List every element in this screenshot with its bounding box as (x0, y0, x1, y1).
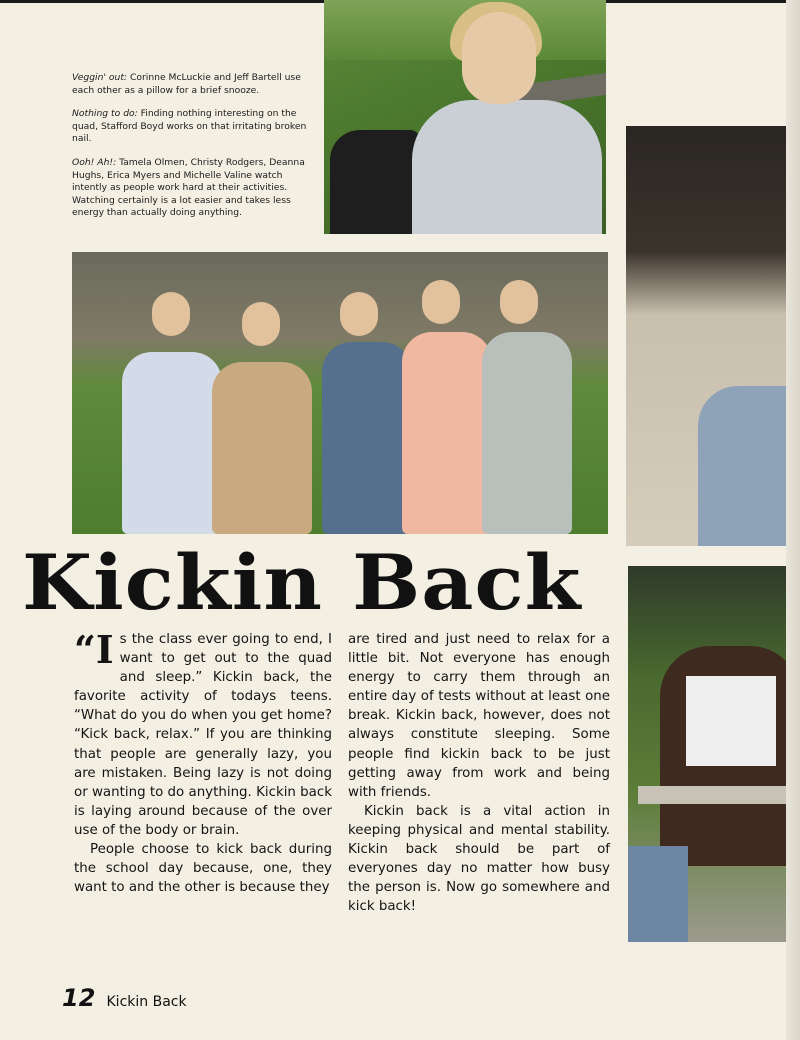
photo-person-1 (122, 352, 222, 534)
body-paragraph: “Is the class ever going to end, I want to get out to the quad and sleep.” Kickin back, the favorite activity of todays teens. “What do you do when you get home? “Kick back, relax.” If you are thinking that people are generally lazy, you are mistaken. Being lazy is not doing or wanting to do anything. Kickin back is laying around because of the over use of the body or brain. (74, 627, 332, 838)
body-column-left (74, 627, 332, 897)
photo-head-1 (152, 292, 190, 336)
photo-head-5 (500, 280, 538, 324)
photo-head-3 (340, 292, 378, 336)
photo-head-4 (422, 280, 460, 324)
drop-cap: “I (74, 627, 114, 672)
photo-group-watching (72, 252, 608, 534)
photo-bench (638, 786, 800, 804)
page-number: 12 (62, 984, 96, 1012)
photo-person-5 (482, 332, 572, 534)
body-paragraph: People choose to kick back during the school day because, one, they want to and the other is because they (74, 842, 332, 896)
photo-sweater (412, 100, 602, 234)
body-paragraph: are tired and just need to relax for a little bit. Not everyone has enough energy to carry them through an entire day of tests without at least one break. Kickin back, however, does not always constitute sleeping. Some people find kickin back to be just getting away from work and being with friends. (348, 632, 610, 800)
caption-veggin-out: Veggin' out: Corinne McLuckie and Jeff Bartell use each other as a pillow for a brief snooze. (72, 72, 301, 96)
page-footer (62, 984, 187, 1014)
photo-denim-jacket (698, 386, 800, 546)
body-column-right (348, 630, 610, 916)
photo-face (462, 12, 536, 104)
photo-head-2 (242, 302, 280, 346)
photo-person-2 (212, 362, 312, 534)
photo-person-3 (322, 342, 412, 534)
caption-nothing-to-do: Nothing to do: Finding nothing interesting on the quad, Stafford Boyd works on that irritating broken nail. (72, 108, 307, 145)
section-title: Kickin Back (106, 994, 187, 1010)
photo-jeans (628, 846, 688, 942)
photo-captions (72, 72, 312, 231)
photo-person-4 (402, 332, 492, 534)
page-title: Kickin Back (22, 538, 582, 627)
photo-student-resting (324, 0, 606, 234)
body-paragraph: Kickin back is a vital action in keeping physical and mental stability. Kickin back should be part of everyones day no matter how busy the person is. Now go somewhere and kick back! (348, 803, 610, 915)
page-edge (786, 0, 800, 1040)
photo-tank-top (686, 676, 776, 766)
photo-dark-jacket (330, 130, 420, 234)
photo-right-denim-jacket (626, 126, 800, 546)
caption-ooh-ah: Ooh! Ah!: Tamela Olmen, Christy Rodgers, Deanna Hughs, Erica Myers and Michelle Valine watch intently as people work hard at their activities. Watching certainly is a lot easier and takes less energy than actually doing anything. (72, 156, 305, 219)
